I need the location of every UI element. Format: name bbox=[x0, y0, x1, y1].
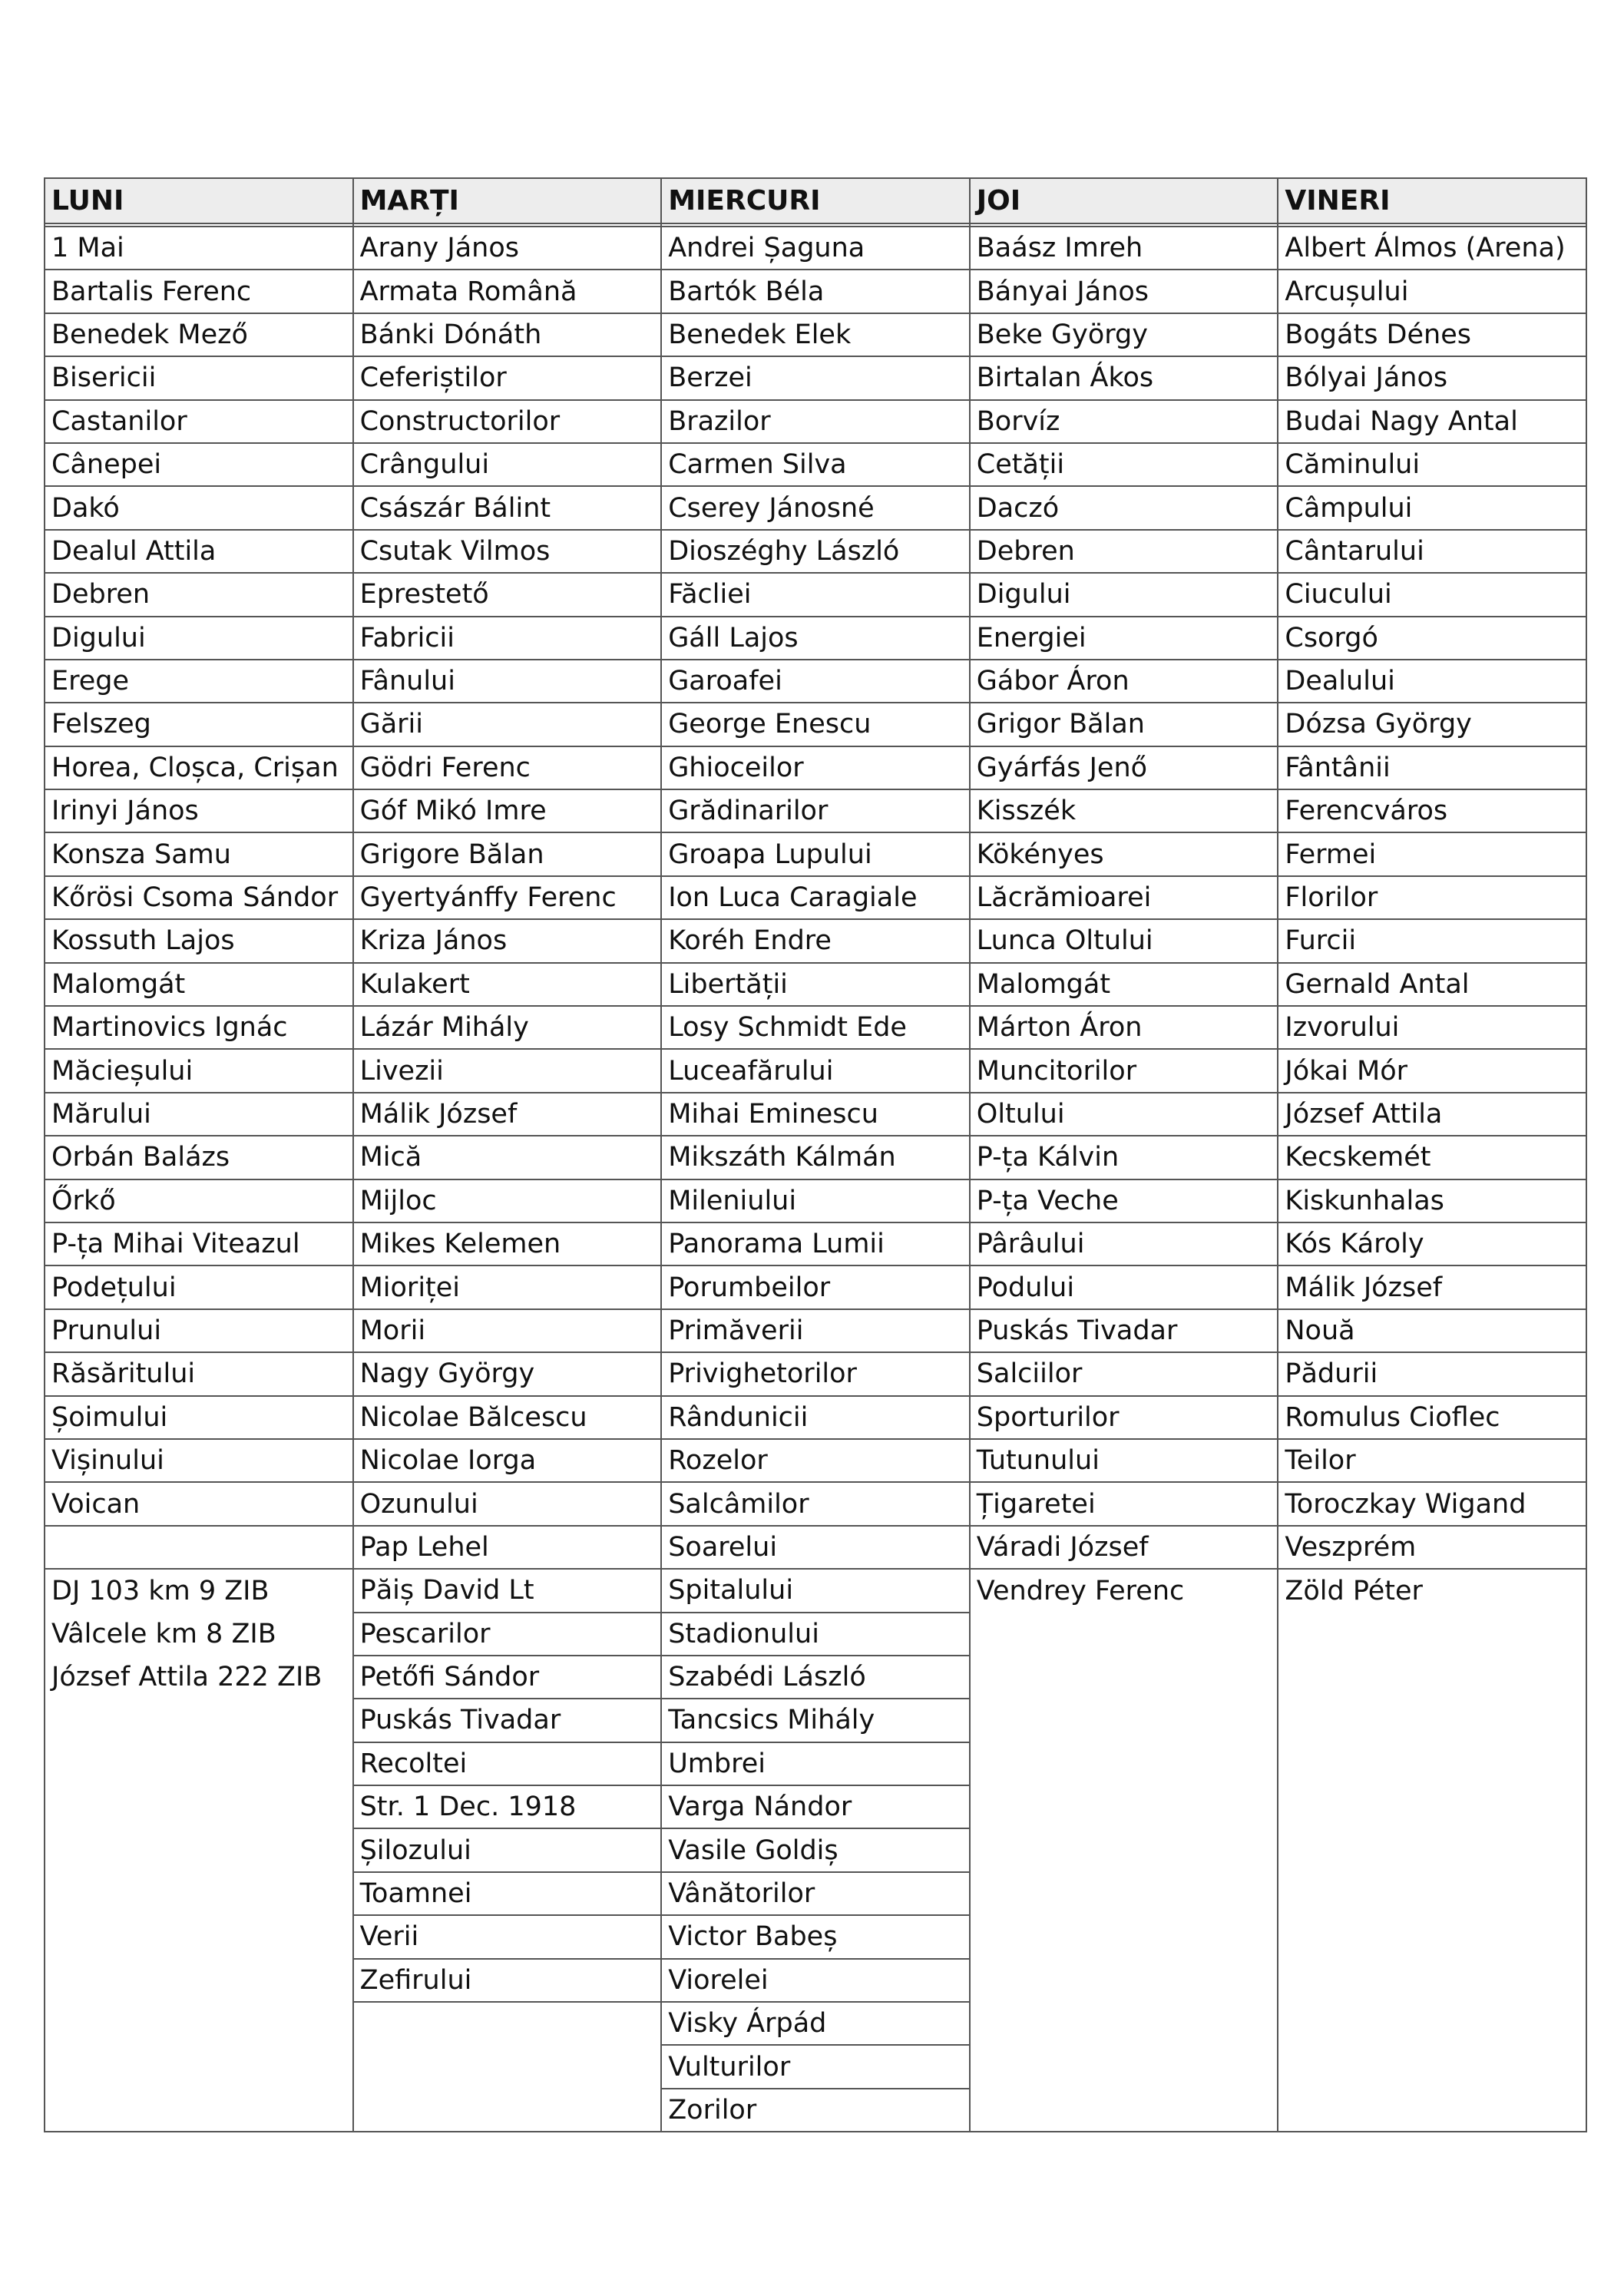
table-row bbox=[45, 2089, 1586, 2132]
table-row bbox=[45, 1049, 1586, 1092]
street-cell-miercuri: Libertății bbox=[661, 963, 970, 1006]
street-cell-miercuri: Stadionului bbox=[661, 1613, 970, 1656]
street-cell-miercuri: Vulturilor bbox=[661, 2045, 970, 2088]
street-cell-luni: Șoimului bbox=[45, 1396, 353, 1439]
street-cell-marti: Nagy György bbox=[353, 1352, 662, 1395]
street-cell-vineri: Cântarului bbox=[1278, 530, 1586, 573]
street-cell-marti: Nicolae Bălcescu bbox=[353, 1396, 662, 1439]
street-cell-luni: Dakó bbox=[45, 486, 353, 529]
street-cell-luni: Vișinului bbox=[45, 1439, 353, 1482]
street-cell-joi: Digului bbox=[970, 573, 1278, 616]
street-cell-miercuri: Ghioceilor bbox=[661, 746, 970, 789]
street-cell-luni: Irinyi János bbox=[45, 789, 353, 832]
street-cell-miercuri: Grădinarilor bbox=[661, 789, 970, 832]
table-body bbox=[45, 227, 1586, 2132]
street-cell-joi: Bányai János bbox=[970, 270, 1278, 313]
street-cell-vineri: Dealului bbox=[1278, 660, 1586, 703]
street-cell-miercuri: Berzei bbox=[661, 356, 970, 399]
street-cell-miercuri: Privighetorilor bbox=[661, 1352, 970, 1395]
street-cell-joi: Váradi József bbox=[970, 1526, 1278, 1569]
street-cell-miercuri: Primăverii bbox=[661, 1309, 970, 1352]
street-cell-miercuri: Vasile Goldiș bbox=[661, 1828, 970, 1871]
street-cell-joi bbox=[970, 1915, 1278, 1958]
street-cell-vineri bbox=[1278, 1656, 1586, 1699]
street-cell-miercuri: Visky Árpád bbox=[661, 2002, 970, 2045]
table-row bbox=[45, 1093, 1586, 1136]
street-cell-marti: Kulakert bbox=[353, 963, 662, 1006]
street-cell-vineri bbox=[1278, 2045, 1586, 2088]
street-cell-luni: Kossuth Lajos bbox=[45, 919, 353, 962]
table-row bbox=[45, 313, 1586, 356]
street-cell-vineri bbox=[1278, 1915, 1586, 1958]
street-cell-vineri bbox=[1278, 1959, 1586, 2002]
street-cell-marti: Pescarilor bbox=[353, 1613, 662, 1656]
street-cell-joi: Energiei bbox=[970, 617, 1278, 660]
street-cell-marti: Morii bbox=[353, 1309, 662, 1352]
street-cell-luni: Bisericii bbox=[45, 356, 353, 399]
street-cell-marti: Crângului bbox=[353, 443, 662, 486]
street-cell-vineri: Kós Károly bbox=[1278, 1222, 1586, 1265]
street-cell-vineri bbox=[1278, 1785, 1586, 1828]
street-cell-marti: Livezii bbox=[353, 1049, 662, 1092]
street-cell-joi: Lăcrămioarei bbox=[970, 876, 1278, 919]
street-cell-marti: Fânului bbox=[353, 660, 662, 703]
street-cell-marti: Fabricii bbox=[353, 617, 662, 660]
street-cell-luni: Castanilor bbox=[45, 400, 353, 443]
street-cell-joi: Malomgát bbox=[970, 963, 1278, 1006]
street-cell-miercuri: Soarelui bbox=[661, 1526, 970, 1569]
header-joi: JOI bbox=[970, 178, 1278, 223]
street-cell-luni: Erege bbox=[45, 660, 353, 703]
table-row bbox=[45, 1006, 1586, 1049]
street-cell-marti: Constructorilor bbox=[353, 400, 662, 443]
street-cell-joi: Oltului bbox=[970, 1093, 1278, 1136]
street-cell-miercuri: Gáll Lajos bbox=[661, 617, 970, 660]
street-cell-vineri: Albert Álmos (Arena) bbox=[1278, 227, 1586, 270]
street-cell-luni: Prunului bbox=[45, 1309, 353, 1352]
street-cell-joi: Pârâului bbox=[970, 1222, 1278, 1265]
header-vineri: VINERI bbox=[1278, 178, 1586, 223]
street-cell-miercuri: Mihai Eminescu bbox=[661, 1093, 970, 1136]
street-cell-vineri: Bólyai János bbox=[1278, 356, 1586, 399]
street-cell-joi bbox=[970, 2045, 1278, 2088]
street-cell-joi: Daczó bbox=[970, 486, 1278, 529]
street-cell-vineri: József Attila bbox=[1278, 1093, 1586, 1136]
street-cell-marti: Pap Lehel bbox=[353, 1526, 662, 1569]
table-row bbox=[45, 1699, 1586, 1742]
table-row bbox=[45, 1959, 1586, 2002]
street-cell-vineri: Toroczkay Wigand bbox=[1278, 1482, 1586, 1525]
street-cell-vineri: Ferencváros bbox=[1278, 789, 1586, 832]
street-cell-joi: Kisszék bbox=[970, 789, 1278, 832]
table-row bbox=[45, 617, 1586, 660]
street-cell-miercuri: Tancsics Mihály bbox=[661, 1699, 970, 1742]
street-cell-marti: Puskás Tivadar bbox=[353, 1699, 662, 1742]
street-cell-miercuri: Carmen Silva bbox=[661, 443, 970, 486]
street-cell-joi: Sporturilor bbox=[970, 1396, 1278, 1439]
street-cell-joi: Tutunului bbox=[970, 1439, 1278, 1482]
street-cell-miercuri: Luceafărului bbox=[661, 1049, 970, 1092]
street-cell-luni: Orbán Balázs bbox=[45, 1136, 353, 1179]
street-cell-luni: Măcieșului bbox=[45, 1049, 353, 1092]
street-cell-luni: Bartalis Ferenc bbox=[45, 270, 353, 313]
street-cell-joi bbox=[970, 1828, 1278, 1871]
street-cell-joi bbox=[970, 1785, 1278, 1828]
street-cell-luni: P-ța Mihai Viteazul bbox=[45, 1222, 353, 1265]
table-row bbox=[45, 963, 1586, 1006]
street-cell-luni: József Attila 222 ZIB bbox=[45, 1656, 353, 1699]
street-cell-luni: Martinovics Ignác bbox=[45, 1006, 353, 1049]
table-row bbox=[45, 1526, 1586, 1569]
table-row bbox=[45, 227, 1586, 270]
table-row bbox=[45, 1179, 1586, 1222]
street-cell-vineri: Kecskemét bbox=[1278, 1136, 1586, 1179]
street-cell-joi: Cetății bbox=[970, 443, 1278, 486]
street-cell-luni bbox=[45, 1915, 353, 1958]
street-cell-vineri: Pădurii bbox=[1278, 1352, 1586, 1395]
street-cell-joi bbox=[970, 1959, 1278, 2002]
table-row bbox=[45, 1352, 1586, 1395]
street-cell-luni: Voican bbox=[45, 1482, 353, 1525]
street-cell-vineri: Arcușului bbox=[1278, 270, 1586, 313]
table-row bbox=[45, 1872, 1586, 1915]
street-cell-miercuri: Brazilor bbox=[661, 400, 970, 443]
street-cell-marti: Ceferiștilor bbox=[353, 356, 662, 399]
street-cell-vineri: Dózsa György bbox=[1278, 703, 1586, 746]
street-cell-vineri: Fermei bbox=[1278, 832, 1586, 875]
table-header bbox=[45, 178, 1586, 227]
street-cell-luni: Răsăritului bbox=[45, 1352, 353, 1395]
table-row bbox=[45, 270, 1586, 313]
street-cell-vineri bbox=[1278, 1742, 1586, 1785]
street-cell-joi: Muncitorilor bbox=[970, 1049, 1278, 1092]
street-cell-luni bbox=[45, 1526, 353, 1569]
table-row bbox=[45, 660, 1586, 703]
street-cell-marti: Gόf Mikó Imre bbox=[353, 789, 662, 832]
street-cell-marti: Mioriței bbox=[353, 1265, 662, 1308]
street-cell-luni: DJ 103 km 9 ZIB bbox=[45, 1569, 353, 1612]
street-cell-miercuri: Groapa Lupului bbox=[661, 832, 970, 875]
street-cell-marti: Păiș David Lt bbox=[353, 1569, 662, 1612]
street-cell-miercuri: Mikszáth Kálmán bbox=[661, 1136, 970, 1179]
street-cell-miercuri: Rozelor bbox=[661, 1439, 970, 1482]
street-cell-luni bbox=[45, 1699, 353, 1742]
street-cell-luni: Kőrösi Csoma Sándor bbox=[45, 876, 353, 919]
street-cell-marti: Gării bbox=[353, 703, 662, 746]
table-row bbox=[45, 356, 1586, 399]
street-cell-marti: Lázár Mihály bbox=[353, 1006, 662, 1049]
street-cell-miercuri: Garoafei bbox=[661, 660, 970, 703]
street-cell-miercuri: Victor Babeș bbox=[661, 1915, 970, 1958]
street-cell-joi bbox=[970, 1872, 1278, 1915]
header-miercuri: MIERCURI bbox=[661, 178, 970, 223]
table-row bbox=[45, 443, 1586, 486]
street-cell-marti: Császár Bálint bbox=[353, 486, 662, 529]
table-row bbox=[45, 1613, 1586, 1656]
street-cell-vineri: Málik József bbox=[1278, 1265, 1586, 1308]
street-cell-miercuri: Spitalului bbox=[661, 1569, 970, 1612]
street-cell-miercuri: Varga Nándor bbox=[661, 1785, 970, 1828]
table-row bbox=[45, 1569, 1586, 1612]
street-cell-miercuri: Vânătorilor bbox=[661, 1872, 970, 1915]
street-cell-marti: Mikes Kelemen bbox=[353, 1222, 662, 1265]
street-cell-joi: Puskás Tivadar bbox=[970, 1309, 1278, 1352]
street-cell-miercuri: Rândunicii bbox=[661, 1396, 970, 1439]
street-schedule-table bbox=[44, 177, 1587, 2132]
street-cell-vineri: Florilor bbox=[1278, 876, 1586, 919]
street-cell-luni bbox=[45, 2002, 353, 2045]
street-cell-marti: Petőfi Sándor bbox=[353, 1656, 662, 1699]
street-cell-marti: Arany János bbox=[353, 227, 662, 270]
street-cell-luni: Horea, Cloșca, Crișan bbox=[45, 746, 353, 789]
street-cell-vineri: Nouă bbox=[1278, 1309, 1586, 1352]
header-marti: MARȚI bbox=[353, 178, 662, 223]
street-cell-vineri: Teilor bbox=[1278, 1439, 1586, 1482]
street-cell-luni: Felszeg bbox=[45, 703, 353, 746]
street-cell-luni: Cânepei bbox=[45, 443, 353, 486]
street-cell-joi: Gyárfás Jenő bbox=[970, 746, 1278, 789]
street-cell-marti: Verii bbox=[353, 1915, 662, 1958]
street-cell-joi: Borvíz bbox=[970, 400, 1278, 443]
street-cell-joi bbox=[970, 1613, 1278, 1656]
street-cell-luni bbox=[45, 1742, 353, 1785]
street-cell-miercuri: Făcliei bbox=[661, 573, 970, 616]
street-cell-vineri bbox=[1278, 2089, 1586, 2132]
street-cell-luni bbox=[45, 1828, 353, 1871]
street-cell-marti: Șilozului bbox=[353, 1828, 662, 1871]
table-row bbox=[45, 486, 1586, 529]
street-cell-joi: Birtalan Ákos bbox=[970, 356, 1278, 399]
table-row bbox=[45, 573, 1586, 616]
street-cell-vineri: Fântânii bbox=[1278, 746, 1586, 789]
street-cell-vineri bbox=[1278, 1613, 1586, 1656]
street-cell-luni: Konsza Samu bbox=[45, 832, 353, 875]
street-cell-joi: P-ța Veche bbox=[970, 1179, 1278, 1222]
street-cell-miercuri: Andrei Șaguna bbox=[661, 227, 970, 270]
street-cell-luni bbox=[45, 1785, 353, 1828]
street-cell-miercuri: Losy Schmidt Ede bbox=[661, 1006, 970, 1049]
street-cell-luni: Debren bbox=[45, 573, 353, 616]
street-cell-vineri: Budai Nagy Antal bbox=[1278, 400, 1586, 443]
street-cell-luni: Vâlcele km 8 ZIB bbox=[45, 1613, 353, 1656]
street-cell-miercuri: Porumbeilor bbox=[661, 1265, 970, 1308]
street-cell-joi: Lunca Oltului bbox=[970, 919, 1278, 962]
header-luni: LUNI bbox=[45, 178, 353, 223]
street-cell-joi bbox=[970, 2089, 1278, 2132]
street-cell-joi: Beke György bbox=[970, 313, 1278, 356]
street-cell-joi: Podului bbox=[970, 1265, 1278, 1308]
table-row bbox=[45, 703, 1586, 746]
street-cell-joi bbox=[970, 1699, 1278, 1742]
street-cell-marti: Bánki Dónáth bbox=[353, 313, 662, 356]
street-cell-marti: Gyertyánffy Ferenc bbox=[353, 876, 662, 919]
street-cell-joi: Țigaretei bbox=[970, 1482, 1278, 1525]
table-row bbox=[45, 1828, 1586, 1871]
table-row bbox=[45, 1309, 1586, 1352]
table-row bbox=[45, 2002, 1586, 2045]
street-cell-luni: Malomgát bbox=[45, 963, 353, 1006]
street-cell-joi: Márton Áron bbox=[970, 1006, 1278, 1049]
table-row bbox=[45, 1222, 1586, 1265]
street-cell-vineri bbox=[1278, 2002, 1586, 2045]
table-row bbox=[45, 1656, 1586, 1699]
table-row bbox=[45, 789, 1586, 832]
street-cell-luni bbox=[45, 2045, 353, 2088]
street-cell-miercuri: George Enescu bbox=[661, 703, 970, 746]
street-cell-marti bbox=[353, 2002, 662, 2045]
table-row bbox=[45, 1785, 1586, 1828]
street-cell-marti: Csutak Vilmos bbox=[353, 530, 662, 573]
street-cell-joi: Salciilor bbox=[970, 1352, 1278, 1395]
street-cell-joi: Baász Imreh bbox=[970, 227, 1278, 270]
street-cell-vineri bbox=[1278, 1872, 1586, 1915]
street-cell-marti: Recoltei bbox=[353, 1742, 662, 1785]
street-cell-marti bbox=[353, 2089, 662, 2132]
street-cell-vineri: Romulus Cioflec bbox=[1278, 1396, 1586, 1439]
street-cell-miercuri: Umbrei bbox=[661, 1742, 970, 1785]
street-cell-marti: Nicolae Iorga bbox=[353, 1439, 662, 1482]
street-cell-marti bbox=[353, 2045, 662, 2088]
street-cell-vineri: Izvorului bbox=[1278, 1006, 1586, 1049]
street-cell-joi bbox=[970, 1656, 1278, 1699]
table-row bbox=[45, 2045, 1586, 2088]
street-cell-luni: Dealul Attila bbox=[45, 530, 353, 573]
street-cell-marti: Kriza János bbox=[353, 919, 662, 962]
street-cell-luni: Benedek Mező bbox=[45, 313, 353, 356]
table-row bbox=[45, 1439, 1586, 1482]
street-cell-vineri bbox=[1278, 1828, 1586, 1871]
street-cell-vineri: Veszprém bbox=[1278, 1526, 1586, 1569]
street-cell-miercuri: Szabédi László bbox=[661, 1656, 970, 1699]
street-cell-marti: Málik József bbox=[353, 1093, 662, 1136]
table-row bbox=[45, 1136, 1586, 1179]
table-row bbox=[45, 919, 1586, 962]
street-cell-marti: Toamnei bbox=[353, 1872, 662, 1915]
street-cell-vineri: Câmpului bbox=[1278, 486, 1586, 529]
street-cell-joi: P-ța Kálvin bbox=[970, 1136, 1278, 1179]
street-cell-luni bbox=[45, 2089, 353, 2132]
street-cell-vineri bbox=[1278, 1699, 1586, 1742]
street-cell-luni: 1 Mai bbox=[45, 227, 353, 270]
street-cell-joi bbox=[970, 1742, 1278, 1785]
street-cell-miercuri: Dioszéghy László bbox=[661, 530, 970, 573]
street-cell-marti: Ozunului bbox=[353, 1482, 662, 1525]
street-cell-joi: Gábor Áron bbox=[970, 660, 1278, 703]
street-cell-luni: Mărului bbox=[45, 1093, 353, 1136]
street-cell-marti: Armata Română bbox=[353, 270, 662, 313]
street-cell-vineri: Kiskunhalas bbox=[1278, 1179, 1586, 1222]
table-row bbox=[45, 530, 1586, 573]
street-cell-joi: Vendrey Ferenc bbox=[970, 1569, 1278, 1612]
street-cell-vineri: Csorgó bbox=[1278, 617, 1586, 660]
street-cell-miercuri: Ion Luca Caragiale bbox=[661, 876, 970, 919]
street-cell-miercuri: Salcâmilor bbox=[661, 1482, 970, 1525]
street-cell-miercuri: Koréh Endre bbox=[661, 919, 970, 962]
street-cell-luni: Digului bbox=[45, 617, 353, 660]
street-cell-miercuri: Bartók Béla bbox=[661, 270, 970, 313]
street-cell-marti: Mijloc bbox=[353, 1179, 662, 1222]
table-row bbox=[45, 1396, 1586, 1439]
street-cell-miercuri: Mileniului bbox=[661, 1179, 970, 1222]
street-cell-joi: Debren bbox=[970, 530, 1278, 573]
street-cell-luni: Podețului bbox=[45, 1265, 353, 1308]
street-cell-miercuri: Panorama Lumii bbox=[661, 1222, 970, 1265]
street-cell-vineri: Jókai Mór bbox=[1278, 1049, 1586, 1092]
street-cell-luni bbox=[45, 1872, 353, 1915]
header-row bbox=[45, 178, 1586, 223]
street-cell-luni bbox=[45, 1959, 353, 2002]
street-cell-joi: Kökényes bbox=[970, 832, 1278, 875]
street-cell-miercuri: Zorilor bbox=[661, 2089, 970, 2132]
table-row bbox=[45, 1265, 1586, 1308]
street-cell-vineri: Ciucului bbox=[1278, 573, 1586, 616]
table-row bbox=[45, 1915, 1586, 1958]
street-cell-vineri: Furcii bbox=[1278, 919, 1586, 962]
street-cell-miercuri: Viorelei bbox=[661, 1959, 970, 2002]
street-cell-marti: Str. 1 Dec. 1918 bbox=[353, 1785, 662, 1828]
street-cell-marti: Eprestető bbox=[353, 573, 662, 616]
street-cell-vineri: Zöld Péter bbox=[1278, 1569, 1586, 1612]
table-row bbox=[45, 1482, 1586, 1525]
street-cell-marti: Zefirului bbox=[353, 1959, 662, 2002]
table-row bbox=[45, 1742, 1586, 1785]
street-cell-luni: Őrkő bbox=[45, 1179, 353, 1222]
street-cell-miercuri: Cserey Jánosné bbox=[661, 486, 970, 529]
street-cell-marti: Mică bbox=[353, 1136, 662, 1179]
table-row bbox=[45, 832, 1586, 875]
street-cell-vineri: Gernald Antal bbox=[1278, 963, 1586, 1006]
street-cell-miercuri: Benedek Elek bbox=[661, 313, 970, 356]
street-cell-vineri: Căminului bbox=[1278, 443, 1586, 486]
street-cell-marti: Gödri Ferenc bbox=[353, 746, 662, 789]
street-cell-joi: Grigor Bălan bbox=[970, 703, 1278, 746]
street-cell-marti: Grigore Bălan bbox=[353, 832, 662, 875]
table-row bbox=[45, 400, 1586, 443]
table-row bbox=[45, 746, 1586, 789]
table-row bbox=[45, 876, 1586, 919]
street-cell-vineri: Bogáts Dénes bbox=[1278, 313, 1586, 356]
street-cell-joi bbox=[970, 2002, 1278, 2045]
